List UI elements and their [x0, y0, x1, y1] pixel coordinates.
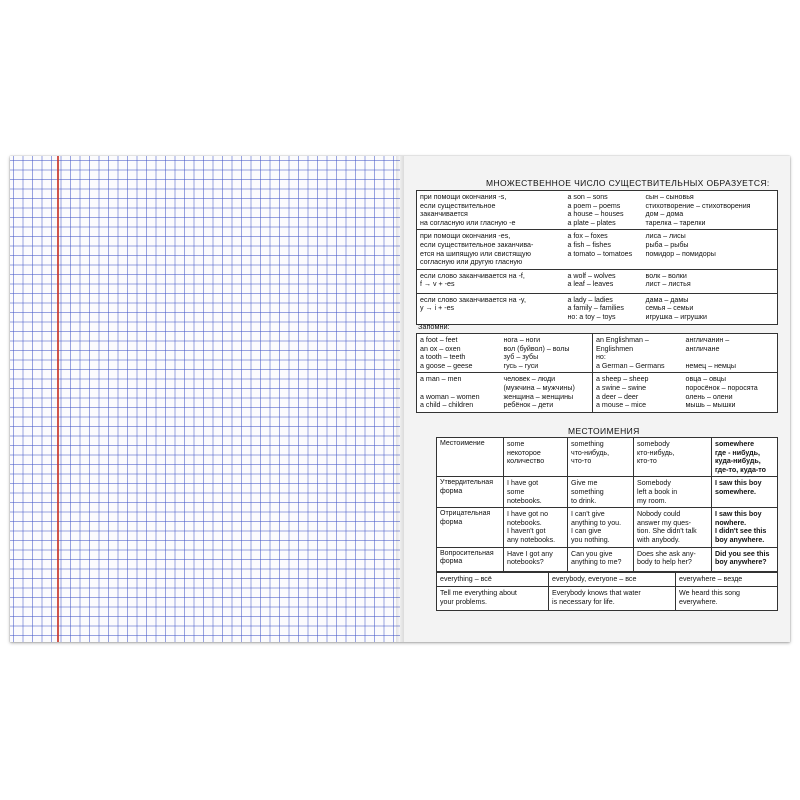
pronoun-example: I saw this boy somewhere. [712, 477, 778, 508]
table-row [417, 373, 778, 412]
pronoun-example: Can you give anything to me? [568, 547, 634, 571]
pronouns-table [436, 437, 778, 572]
pronoun-form-label: Отрицательная форма [437, 508, 504, 547]
pronoun-example: Nobody could answer my ques- tion. She didn't talk with anybody. [634, 508, 712, 547]
pronoun-header-cell: some некоторое количество [504, 438, 568, 477]
table-row [437, 477, 778, 508]
remember-translations: нога – ноги вол (буйвол) – волы зуб – зубы гусь – гуси [501, 334, 593, 373]
plural-rule: если слово заканчивается на -y, y → i + -es [417, 293, 565, 324]
pronoun-example: I have got some notebooks. [504, 477, 568, 508]
remember-words: an Englishman – Englishmen но: a German – Germans [593, 334, 683, 373]
pronoun-header-cell: something что-нибудь, что-то [568, 438, 634, 477]
remember-words: a foot – feet an ox – oxen a tooth – teeth a goose – geese [417, 334, 501, 373]
pronoun-example: I saw this boy nowhere. I didn't see this boy anywhere. [712, 508, 778, 547]
everything-header: everything – всё [437, 573, 549, 587]
pronoun-example: Give me something to drink. [568, 477, 634, 508]
notebook-spine [396, 156, 404, 642]
pronoun-header-cell: Местоимение [437, 438, 504, 477]
plural-translations: дама – дамы семья – семьи игрушка – игрушки [643, 293, 778, 324]
pronoun-example: Somebody left a book in my room. [634, 477, 712, 508]
pronoun-example: Did you see this boy anywhere? [712, 547, 778, 571]
plural-examples: a wolf – wolves a leaf – leaves [565, 269, 643, 293]
grid-page [10, 156, 400, 642]
everything-example: Tell me everything about your problems. [437, 587, 549, 611]
plural-heading: МНОЖЕСТВЕННОЕ ЧИСЛО СУЩЕСТВИТЕЛЬНЫХ ОБРАЗУЕТСЯ: [486, 178, 770, 188]
remember-translations: человек – люди (мужчина – мужчины) женщина – женщины ребёнок – дети [501, 373, 593, 412]
everything-example: We heard this song everywhere. [676, 587, 778, 611]
plural-table [416, 190, 778, 325]
remember-words: a sheep – sheep a swine – swine a deer – deer a mouse – mice [593, 373, 683, 412]
everything-header: everybody, everyone – все [549, 573, 676, 587]
pronoun-example: Does she ask any- body to help her? [634, 547, 712, 571]
everything-table [436, 572, 778, 611]
table-row [437, 547, 778, 571]
pronoun-header-cell: somewhere где - нибудь, куда-нибудь, где-то, куда-то [712, 438, 778, 477]
plural-translations: волк – волки лист – листья [643, 269, 778, 293]
table-row [417, 293, 778, 324]
table-row [437, 508, 778, 547]
pronoun-example: Have I got any notebooks? [504, 547, 568, 571]
pronouns-heading: МЕСТОИМЕНИЯ [568, 426, 640, 436]
plural-examples: a son – sons a poem – poems a house – houses a plate – plates [565, 191, 643, 230]
remember-translations: овца – овцы поросёнок – поросята олень – олени мышь – мышки [683, 373, 778, 412]
table-row [417, 191, 778, 230]
pronoun-header-cell: somebody кто-нибудь, кто-то [634, 438, 712, 477]
table-row [437, 587, 778, 611]
pronoun-example: I have got no notebooks. I haven't got any notebooks. [504, 508, 568, 547]
margin-line [57, 156, 59, 642]
plural-rule: если слово заканчивается на -f, f → v + -es [417, 269, 565, 293]
plural-examples: a fox – foxes a fish – fishes a tomato – tomatoes [565, 230, 643, 269]
pronoun-form-label: Утвердительная форма [437, 477, 504, 508]
table-row [417, 269, 778, 293]
everything-example: Everybody knows that water is necessary for life. [549, 587, 676, 611]
remember-heading: Запомни: [418, 322, 450, 331]
plural-rule: при помощи окончания -s, если существительное заканчивается на согласную или гласную -e [417, 191, 565, 230]
table-row [417, 230, 778, 269]
plural-rule: при помощи окончания -es, если существительное заканчива- ется на шипящую или свистящую согласную или другую гласную [417, 230, 565, 269]
reference-sheet [406, 156, 782, 642]
pronoun-example: I can't give anything to you. I can give you nothing. [568, 508, 634, 547]
remember-words: a man – men a woman – women a child – children [417, 373, 501, 412]
plural-translations: сын – сыновья стихотворение – стихотворения дом – дома тарелка – тарелки [643, 191, 778, 230]
table-row [437, 438, 778, 477]
table-row [417, 334, 778, 373]
plural-translations: лиса – лисы рыба – рыбы помидор – помидоры [643, 230, 778, 269]
remember-table [416, 333, 778, 413]
table-row [437, 573, 778, 587]
plural-examples: a lady – ladies a family – families но: a toy – toys [565, 293, 643, 324]
remember-translations: англичанин – англичане немец – немцы [683, 334, 778, 373]
everything-header: everywhere – везде [676, 573, 778, 587]
open-notebook [10, 156, 790, 642]
pronoun-form-label: Вопросительная форма [437, 547, 504, 571]
